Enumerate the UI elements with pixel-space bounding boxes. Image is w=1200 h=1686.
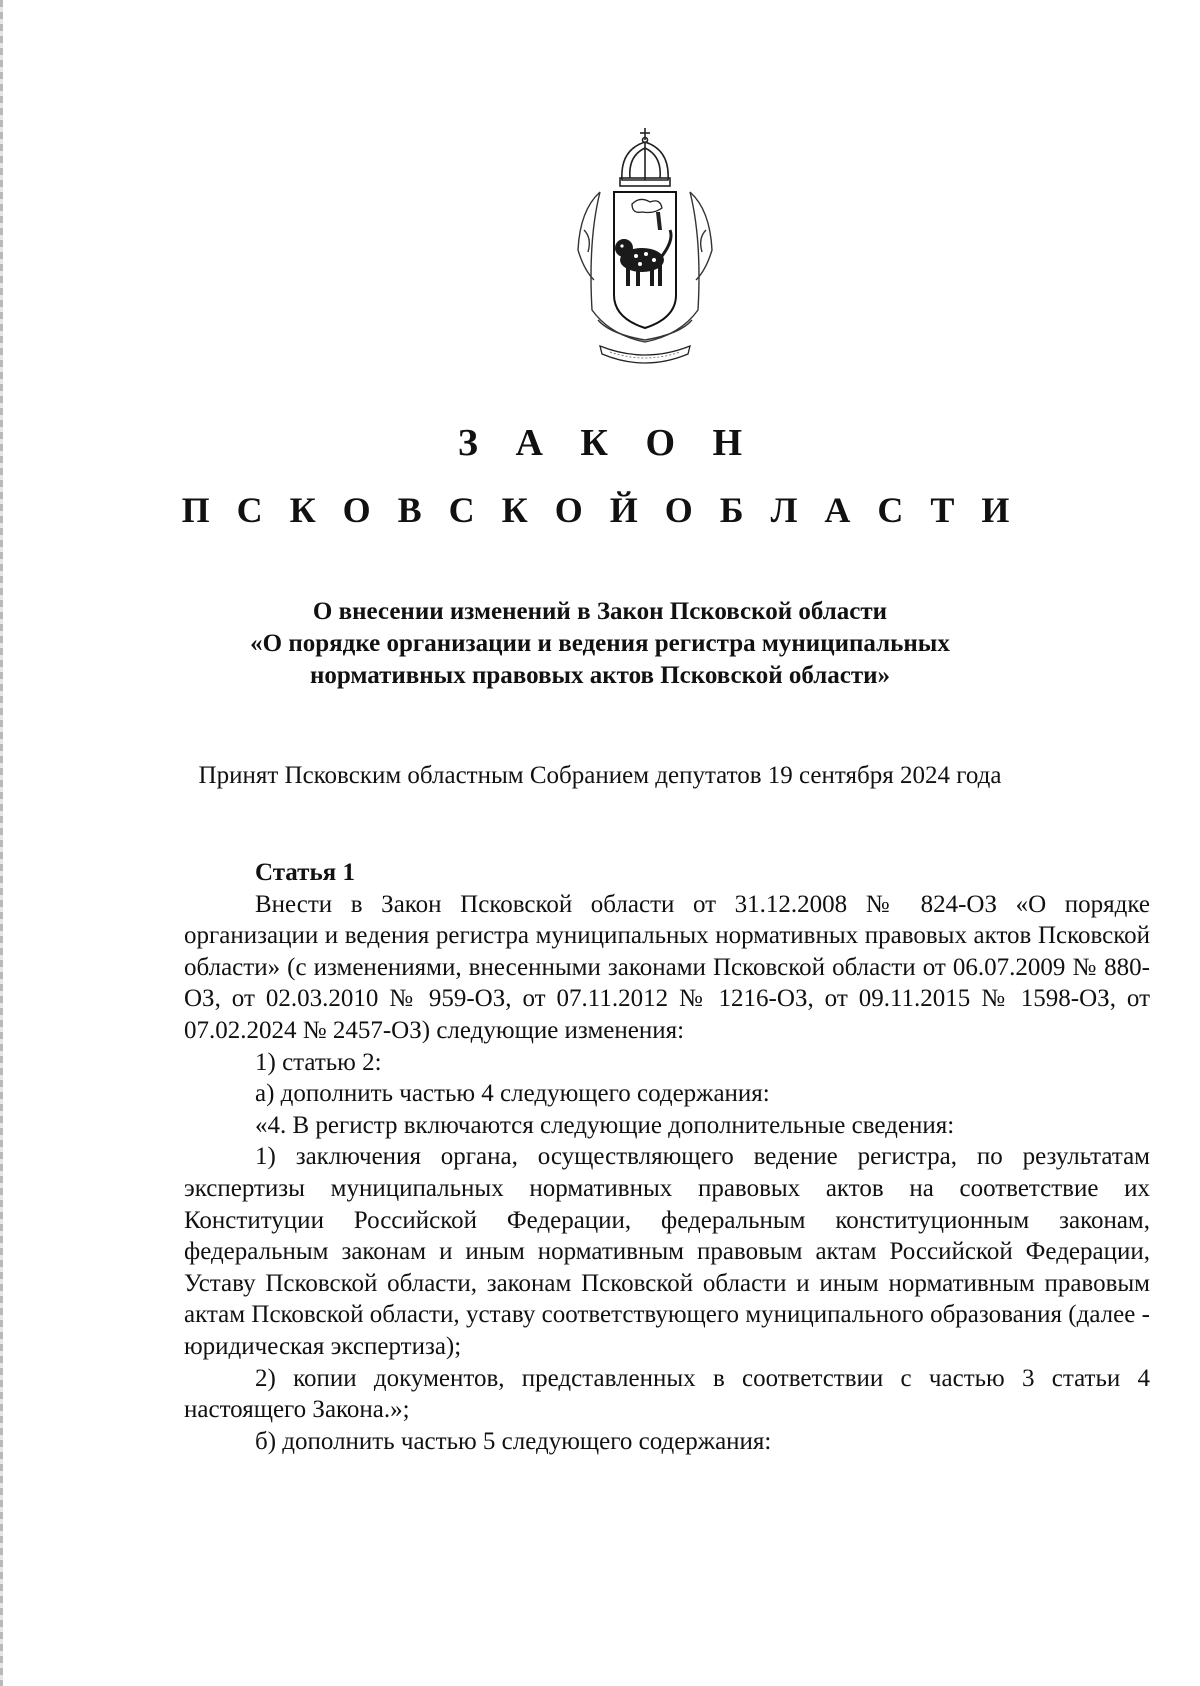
law-name-line: О внесении изменений в Закон Псковской области (312, 598, 888, 625)
article-paragraph: Внести в Закон Псковской области от 31.12.2008 № 824-ОЗ «О порядке организации и ведения регистра муниципальных нормативных правовых актов Псковской области» (с изменениями, внесенными законами Псковской области от 06.07.2009 № 880-ОЗ, от 02.03.2010 № 959-ОЗ, от 07.11.2012 № 1216-ОЗ, от 09.11.2015 № 1598-ОЗ, от 07.02.2024 № 2457-ОЗ) следующие изменения: (184, 890, 1150, 1044)
article-paragraph: 2) копии документов, представленных в соответствии с частью 3 статьи 4 настоящего Закона.»; (184, 1364, 1150, 1424)
article-paragraph: а) дополнить частью 4 следующего содержания: (255, 1080, 770, 1108)
law-name-line: «О порядке организации и ведения регистра муниципальных (250, 630, 950, 657)
article-paragraph: б) дополнить частью 5 следующего содержания: (255, 1427, 772, 1455)
law-name (0, 596, 1200, 692)
region-title: П С К О В С К О Й О Б Л А С Т И (181, 490, 1019, 530)
article-paragraph: 1) статью 2: (255, 1048, 382, 1076)
article-heading: Статья 1 (255, 859, 355, 886)
law-name-line: нормативных правовых актов Псковской области» (309, 662, 891, 689)
article-paragraph: «4. В регистр включаются следующие дополнительные сведения: (255, 1111, 955, 1139)
coat-of-arms-emblem (570, 120, 720, 370)
document-type-title: З А К О Н (457, 422, 757, 464)
adoption-note: Принят Псковским областным Собранием депутатов 19 сентября 2024 года (198, 762, 1002, 789)
article-paragraph: 1) заключения органа, осуществляющего ведение регистра, по результатам экспертизы муниципальных нормативных правовых актов на соответствие их Конституции Российской Федерации, федеральным конституционным законам, федеральным законам и иным нормативным правовым актам Российской Федерации, Уставу Псковской области, законам Псковской области и иным нормативным правовым актам Псковской области, уставу соответствующего муниципального образования (далее - юридическая экспертиза); (184, 1143, 1150, 1360)
article-1 (184, 857, 1150, 1457)
scan-edge (0, 0, 3, 1686)
